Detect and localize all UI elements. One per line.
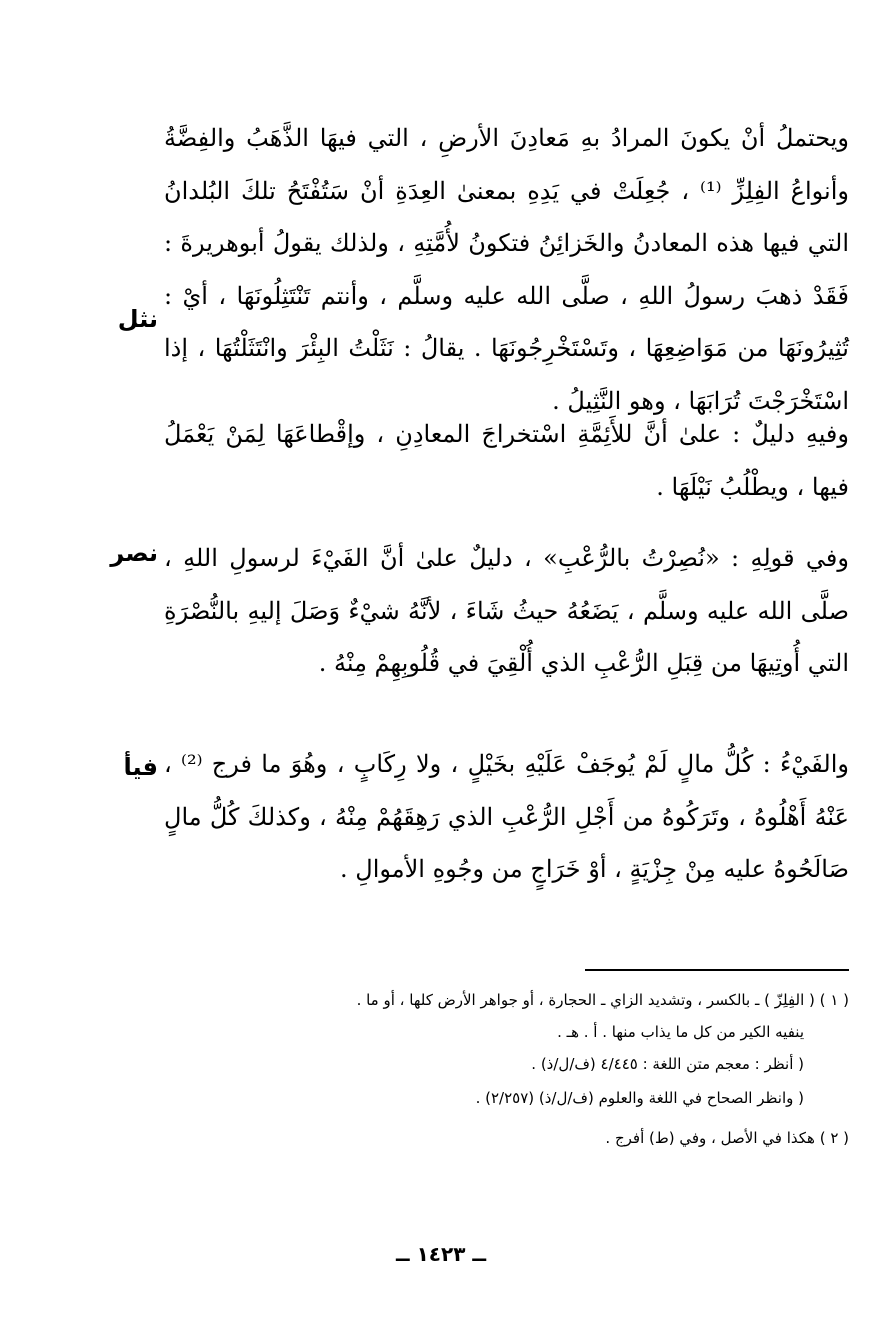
footnote-2: ( ٢ ) هكذا في الأصل ، وفي (ط) أفرج . <box>605 1129 849 1147</box>
paragraph-3: وفي قولِهِ : «نُصِرْتُ بالرُّعْبِ» ، دليلٌ علىٰ أنَّ الفَيْءَ لرسولِ اللهِ ، صلَّى الله عليه وسلَّم ، يَضَعُهُ حيثُ شَاءَ ، لأنَّهُ شيْءٌ وَصَلَ إليهِ بالنُّصْرَةِ التي أُوتِيهَا من قِبَلِ الرُّعْبِ الذي أُلْقِيَ في قُلُوبِهِمْ مِنْهُ . <box>164 544 849 677</box>
margin-keyword-nasr: نصر <box>110 539 158 567</box>
footnote-1-continuation: ينفيه الكير من كل ما يذاب منها . أ . هـ . <box>557 1023 804 1041</box>
footnote-1-reference-a: ( أنظر : معجم متن اللغة : ٤/٤٤٥ (ف/ل/ذ) . <box>531 1055 804 1073</box>
paragraph-1: ويحتملُ أنْ يكونَ المرادُ بهِ مَعادِنَ الأرضِ ، التي فيهَا الذَّهَبُ والفِضَّةُ وأنواعُ الفِلِزِّ ⁽¹⁾ ، جُعِلَتْ في يَدِهِ بمعنىٰ العِدَةِ أنْ سَتُفْتَحُ تلكَ البُلدانُ التي فيها هذه المعادنُ والخَزائِنُ فتكونُ لأُمَّتِهِ ، ولذلك يقولُ أبوهريرةَ : فَقَدْ ذهبَ رسولُ اللهِ ، صلَّى الله عليه وسلَّم ، وأنتم تَنْتَثِلُونَهَا ، أيْ : تُثِيرُونَهَا من مَوَاضِعِهَا ، وتَسْتَخْرِجُونَهَا . يقالُ : نَثَلْتُ البِئْرَ وانْتَثَلْتُهَا ، إذا اسْتَخْرَجْتَ تُرَابَهَا ، وهو النَّثِيلُ . <box>164 124 849 415</box>
footnote-1-reference-b: ( وانظر الصحاح في اللغة والعلوم (ف/ل/ذ) (٢/٢٥٧) . <box>475 1089 804 1107</box>
paragraph-2: وفيهِ دليلٌ : علىٰ أنَّ للأَئِمَّةِ اسْتخراجَ المعادِنِ ، وإقْطاعَهَا لِمَنْ يَعْمَلُ فيها ، ويطْلُبُ نَيْلَهَا . <box>164 420 849 501</box>
margin-keyword-nathl: نثل <box>117 305 158 333</box>
footnote-separator <box>585 969 849 971</box>
page-number: ــ ١٤٢٣ ــ <box>395 1242 487 1266</box>
paragraph-4: والفَيْءُ : كُلُّ مالٍ لَمْ يُوجَفْ عَلَيْهِ بخَيْلٍ ، ولا رِكَابٍ ، وهُوَ ما فرج ⁽²⁾ ، عَنْهُ أَهْلُوهُ ، وتَرَكُوهُ من أَجْلِ الرُّعْبِ الذي رَهِقَهُمْ مِنْهُ ، وكذلكَ كُلُّ مالٍ صَالَحُوهُ عليه مِنْ جِزْيَةٍ ، أوْ خَرَاجٍ من وجُوهِ الأموالِ . <box>164 750 849 883</box>
footnote-1: ( ١ ) ( الفِلِزّ ) ـ بالكسر ، وتشديد الزاي ـ الحجارة ، أو جواهر الأرض كلها ، أو ما . <box>356 991 849 1009</box>
margin-keyword-fay: فيأ <box>123 753 158 781</box>
